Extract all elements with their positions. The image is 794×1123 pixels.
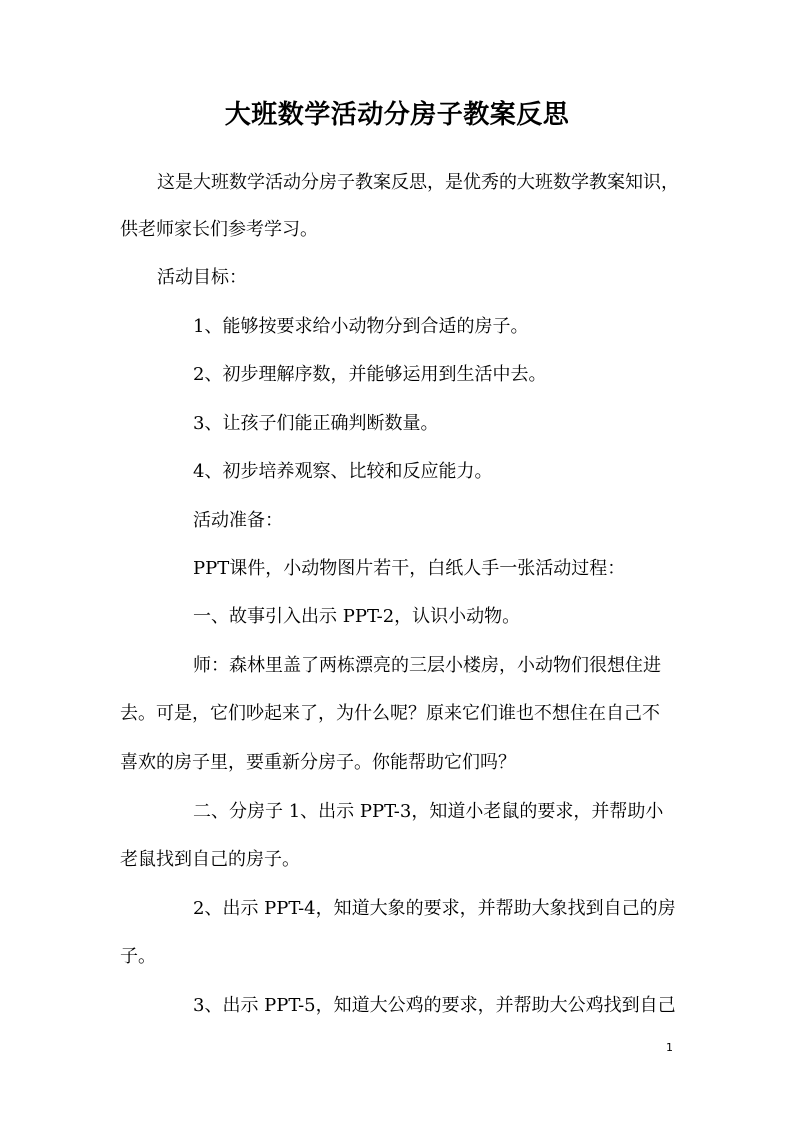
goal-item-2: 2、初步理解序数，并能够运用到生活中去。 bbox=[193, 364, 547, 385]
step2-3-line-1: 3、出示 PPT-5，知道大公鸡的要求，并帮助大公鸡找到自己 bbox=[193, 995, 676, 1016]
preparation-heading: 活动准备： bbox=[193, 510, 283, 531]
process-step-1: 一、故事引入出示 PPT-2，认识小动物。 bbox=[193, 606, 521, 627]
page-number: 1 bbox=[666, 1041, 673, 1054]
story-line-2: 去。可是，它们吵起来了，为什么呢？原来它们谁也不想住在自己不 bbox=[120, 703, 660, 724]
intro-line-2: 供老师家长们参考学习。 bbox=[120, 219, 318, 240]
goal-item-1: 1、能够按要求给小动物分到合适的房子。 bbox=[193, 316, 529, 337]
goal-item-3: 3、让孩子们能正确判断数量。 bbox=[193, 413, 439, 434]
intro-line-1: 这是大班数学活动分房子教案反思，是优秀的大班数学教案知识， bbox=[157, 172, 679, 193]
preparation-text: PPT课件，小动物图片若干，白纸人手一张活动过程： bbox=[193, 558, 626, 579]
step2-2-line-1: 2、出示 PPT-4，知道大象的要求，并帮助大象找到自己的房 bbox=[193, 898, 676, 919]
step2-line-2: 老鼠找到自己的房子。 bbox=[120, 849, 300, 870]
goals-heading: 活动目标： bbox=[157, 267, 247, 288]
step2-2-line-2: 子。 bbox=[120, 946, 156, 967]
story-line-1: 师：森林里盖了两栋漂亮的三层小楼房，小动物们很想住进 bbox=[193, 655, 661, 676]
step2-line-1: 二、分房子 1、出示 PPT-3，知道小老鼠的要求，并帮助小 bbox=[193, 801, 664, 822]
document-title: 大班数学活动分房子教案反思 bbox=[224, 100, 570, 130]
goal-item-4: 4、初步培养观察、比较和反应能力。 bbox=[193, 461, 493, 482]
story-line-3: 喜欢的房子里，要重新分房子。你能帮助它们吗？ bbox=[120, 752, 516, 773]
